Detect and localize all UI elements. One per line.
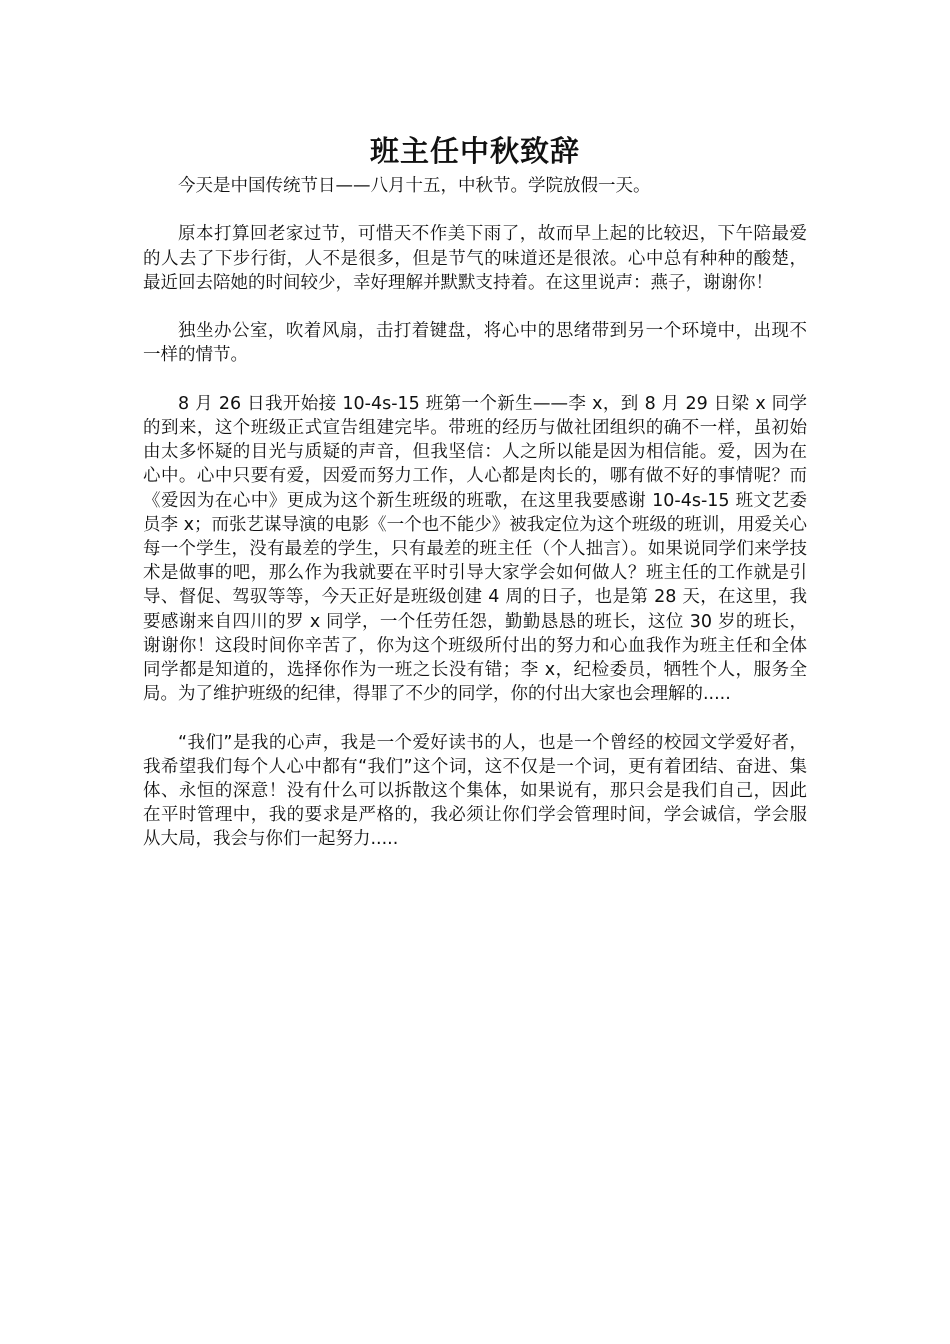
paragraph-office: 独坐办公室，吹着风扇，击打着键盘，将心中的思绪带到另一个环境中，出现不一样的情节。 — [143, 321, 807, 366]
paragraph-holiday: 原本打算回老家过节，可惜天不作美下雨了，故而早上起的比较迟，下午陪最爱的人去了下步行街，人不是很多，但是节气的味道还是很浓。心中总有种种的酸楚，最近回去陪她的时间较少，幸好理解并默默支持着。在这里说声：燕子，谢谢你！ — [143, 224, 807, 293]
page-title: 班主任中秋致辞 — [369, 134, 580, 168]
paragraph-intro: 今天是中国传统节日——八月十五，中秋节。学院放假一天。 — [178, 176, 651, 196]
document-body — [143, 130, 807, 876]
paragraph-class-history: 8 月 26 日我开始接 10-4s-15 班第一个新生——李 x，到 8 月 29 日梁 x 同学的到来，这个班级正式宣告组建完毕。带班的经历与做社团组织的确不一样，虽初始由太多怀疑的目光与质疑的声音，但我坚信：人之所以能是因为相信能。爱，因为在心中。心中只要有爱，因爱而努力工作，人心都是肉长的，哪有做不好的事情呢？而《爱因为在心中》更成为这个新生班级的班歌，在这里我要感谢 10-4s-15 班文艺委员李 x；而张艺谋导演的电影《一个也不能少》被我定位为这个班级的班训，用爱关心每一个学生，没有最差的学生，只有最差的班主任（个人拙言）。如果说同学们来学技术是做事的吧，那么作为我就要在平时引导大家学会如何做人？班主任的工作就是引导、督促、驾驭等等，今天正好是班级创建 4 周的日子，也是第 28 天，在这里，我要感谢来自四川的罗 x 同学，一个任劳任怨，勤勤恳恳的班长，这位 30 岁的班长，谢谢你！这段时间你辛苦了，你为这个班级所付出的努力和心血我作为班主任和全体同学都是知道的，选择你作为一班之长没有错；李 x，纪检委员，牺牲个人，服务全局。为了维护班级的纪律，得罪了不少的同学，你的付出大家也会理解的..... — [143, 393, 807, 705]
paragraph-we: “我们”是我的心声，我是一个爱好读书的人，也是一个曾经的校园文学爱好者，我希望我们每个人心中都有“我们”这个词，这不仅是一个词，更有着团结、奋进、集体、永恒的深意！没有什么可以拆散这个集体，如果说有，那只会是我们自己，因此在平时管理中，我的要求是严格的，我必须让你们学会管理时间，学会诚信，学会服从大局，我会与你们一起努力..... — [143, 732, 807, 850]
